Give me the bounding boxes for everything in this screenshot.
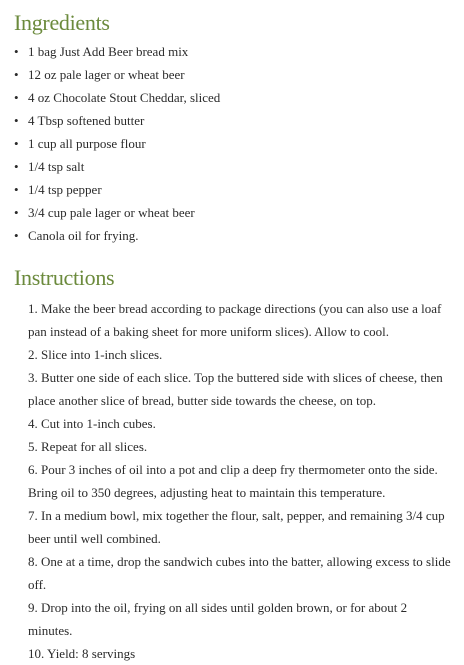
ingredient-item: [14, 86, 454, 109]
bullet-icon: •: [14, 67, 19, 82]
ingredient-text: 12 oz pale lager or wheat beer: [28, 67, 185, 82]
bullet-icon: •: [14, 228, 19, 243]
ingredient-item: [14, 201, 454, 224]
bullet-icon: •: [14, 113, 19, 128]
ingredient-item: [14, 63, 454, 86]
instruction-step: 2. Slice into 1-inch slices.: [28, 347, 163, 362]
ingredient-list: [14, 40, 454, 247]
ingredient-item: [14, 224, 454, 247]
instruction-step: 10. Yield: 8 servings: [28, 646, 136, 661]
ingredient-text: 1 bag Just Add Beer bread mix: [28, 44, 189, 59]
ingredient-item: [14, 40, 454, 63]
ingredient-item: [14, 132, 454, 155]
bullet-icon: •: [14, 182, 19, 197]
bullet-icon: •: [14, 44, 19, 59]
instruction-step: 4. Cut into 1-inch cubes.: [28, 416, 156, 431]
bullet-icon: •: [14, 90, 19, 105]
ingredient-text: 1 cup all purpose flour: [28, 136, 146, 151]
instruction-step: 8. One at a time, drop the sandwich cubes into the batter, allowing excess to slide off.: [28, 554, 451, 592]
bullet-icon: •: [14, 205, 19, 220]
ingredient-text: 1/4 tsp salt: [28, 159, 85, 174]
instruction-step: 1. Make the beer bread according to package directions (you can also use a loaf pan instead of a baking sheet for more uniform slices). Allow to cool.: [28, 301, 442, 339]
ingredients-heading: Ingredients: [14, 10, 110, 35]
ingredient-text: 4 oz Chocolate Stout Cheddar, sliced: [28, 90, 221, 105]
ingredient-text: 3/4 cup pale lager or wheat beer: [28, 205, 195, 220]
instruction-step: 3. Butter one side of each slice. Top the buttered side with slices of cheese, then place another slice of bread, butter side towards the cheese, on top.: [28, 370, 443, 408]
ingredient-text: 1/4 tsp pepper: [28, 182, 102, 197]
ingredient-text: 4 Tbsp softened butter: [28, 113, 145, 128]
ingredient-item: [14, 109, 454, 132]
instructions-heading: Instructions: [14, 265, 115, 290]
ingredient-item: [14, 155, 454, 178]
instruction-list: [14, 297, 454, 665]
instruction-step: 7. In a medium bowl, mix together the flour, salt, pepper, and remaining 3/4 cup beer until well combined.: [28, 508, 445, 546]
bullet-icon: •: [14, 159, 19, 174]
instruction-step: 5. Repeat for all slices.: [28, 439, 148, 454]
ingredient-text: Canola oil for frying.: [28, 228, 139, 243]
bullet-icon: •: [14, 136, 19, 151]
instruction-step: 6. Pour 3 inches of oil into a pot and clip a deep fry thermometer onto the side. Bring oil to 350 degrees, adjusting heat to maintain this temperature.: [28, 462, 438, 500]
instruction-step: 9. Drop into the oil, frying on all sides until golden brown, or for about 2 minutes.: [28, 600, 408, 638]
ingredient-item: [14, 178, 454, 201]
